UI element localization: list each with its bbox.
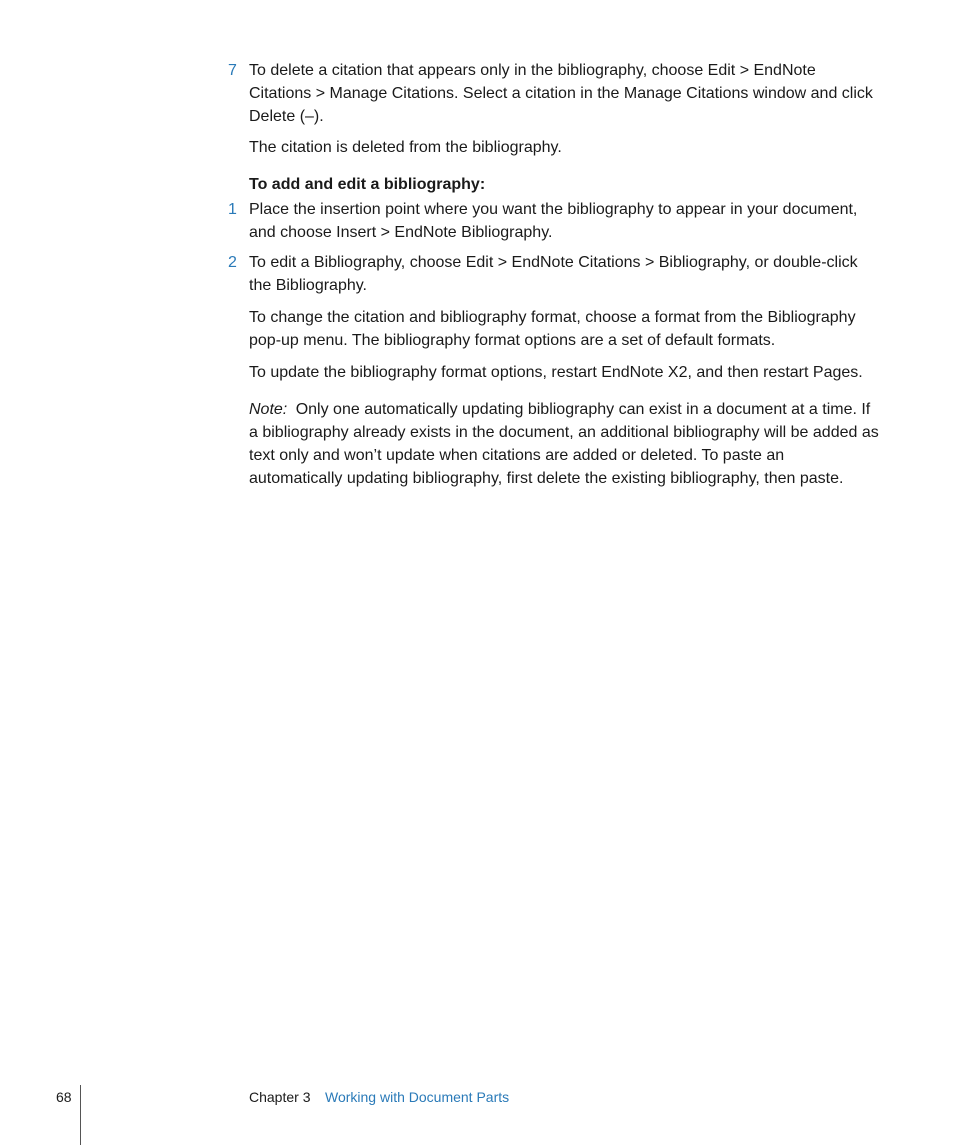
- footer-chapter-title: Working with Document Parts: [325, 1089, 510, 1105]
- step-7: [228, 59, 888, 128]
- step-number: 7: [228, 62, 237, 79]
- step-text: To delete a citation that appears only in the bibliography, choose Edit > EndNote Citations > Manage Citations. Select a citation in the Manage Citations window and click Delete (–).: [249, 62, 873, 125]
- footer-divider: [80, 1085, 81, 1145]
- footer-chapter: Chapter 3: [249, 1089, 311, 1105]
- note-paragraph: [249, 398, 879, 490]
- note-text: Only one automatically updating bibliography can exist in a document at a time. If a bibliography already exists in the document, an additional bibliography will be added as text only and won’t update when citations are added or deleted. To paste an automatically updating bibliography, first delete the existing bibliography, then paste.: [249, 401, 879, 487]
- section-heading: To add and edit a bibliography:: [249, 176, 486, 193]
- step-2: [228, 251, 888, 297]
- result-paragraph: The citation is deleted from the bibliography.: [249, 139, 562, 156]
- format-paragraph: To change the citation and bibliography format, choose a format from the Bibliography pop-up menu. The bibliography format options are a set of default formats.: [249, 309, 856, 349]
- step-text: Place the insertion point where you want the bibliography to appear in your document, and choose Insert > EndNote Bibliography.: [249, 201, 858, 241]
- update-paragraph: To update the bibliography format options, restart EndNote X2, and then restart Pages.: [249, 364, 863, 381]
- step-text: To edit a Bibliography, choose Edit > EndNote Citations > Bibliography, or double-click the Bibliography.: [249, 254, 858, 294]
- page-number: 68: [56, 1089, 72, 1105]
- step-1: [228, 198, 888, 244]
- step-number: 2: [228, 254, 237, 271]
- step-number: 1: [228, 201, 237, 218]
- note-label: Note:: [249, 401, 288, 418]
